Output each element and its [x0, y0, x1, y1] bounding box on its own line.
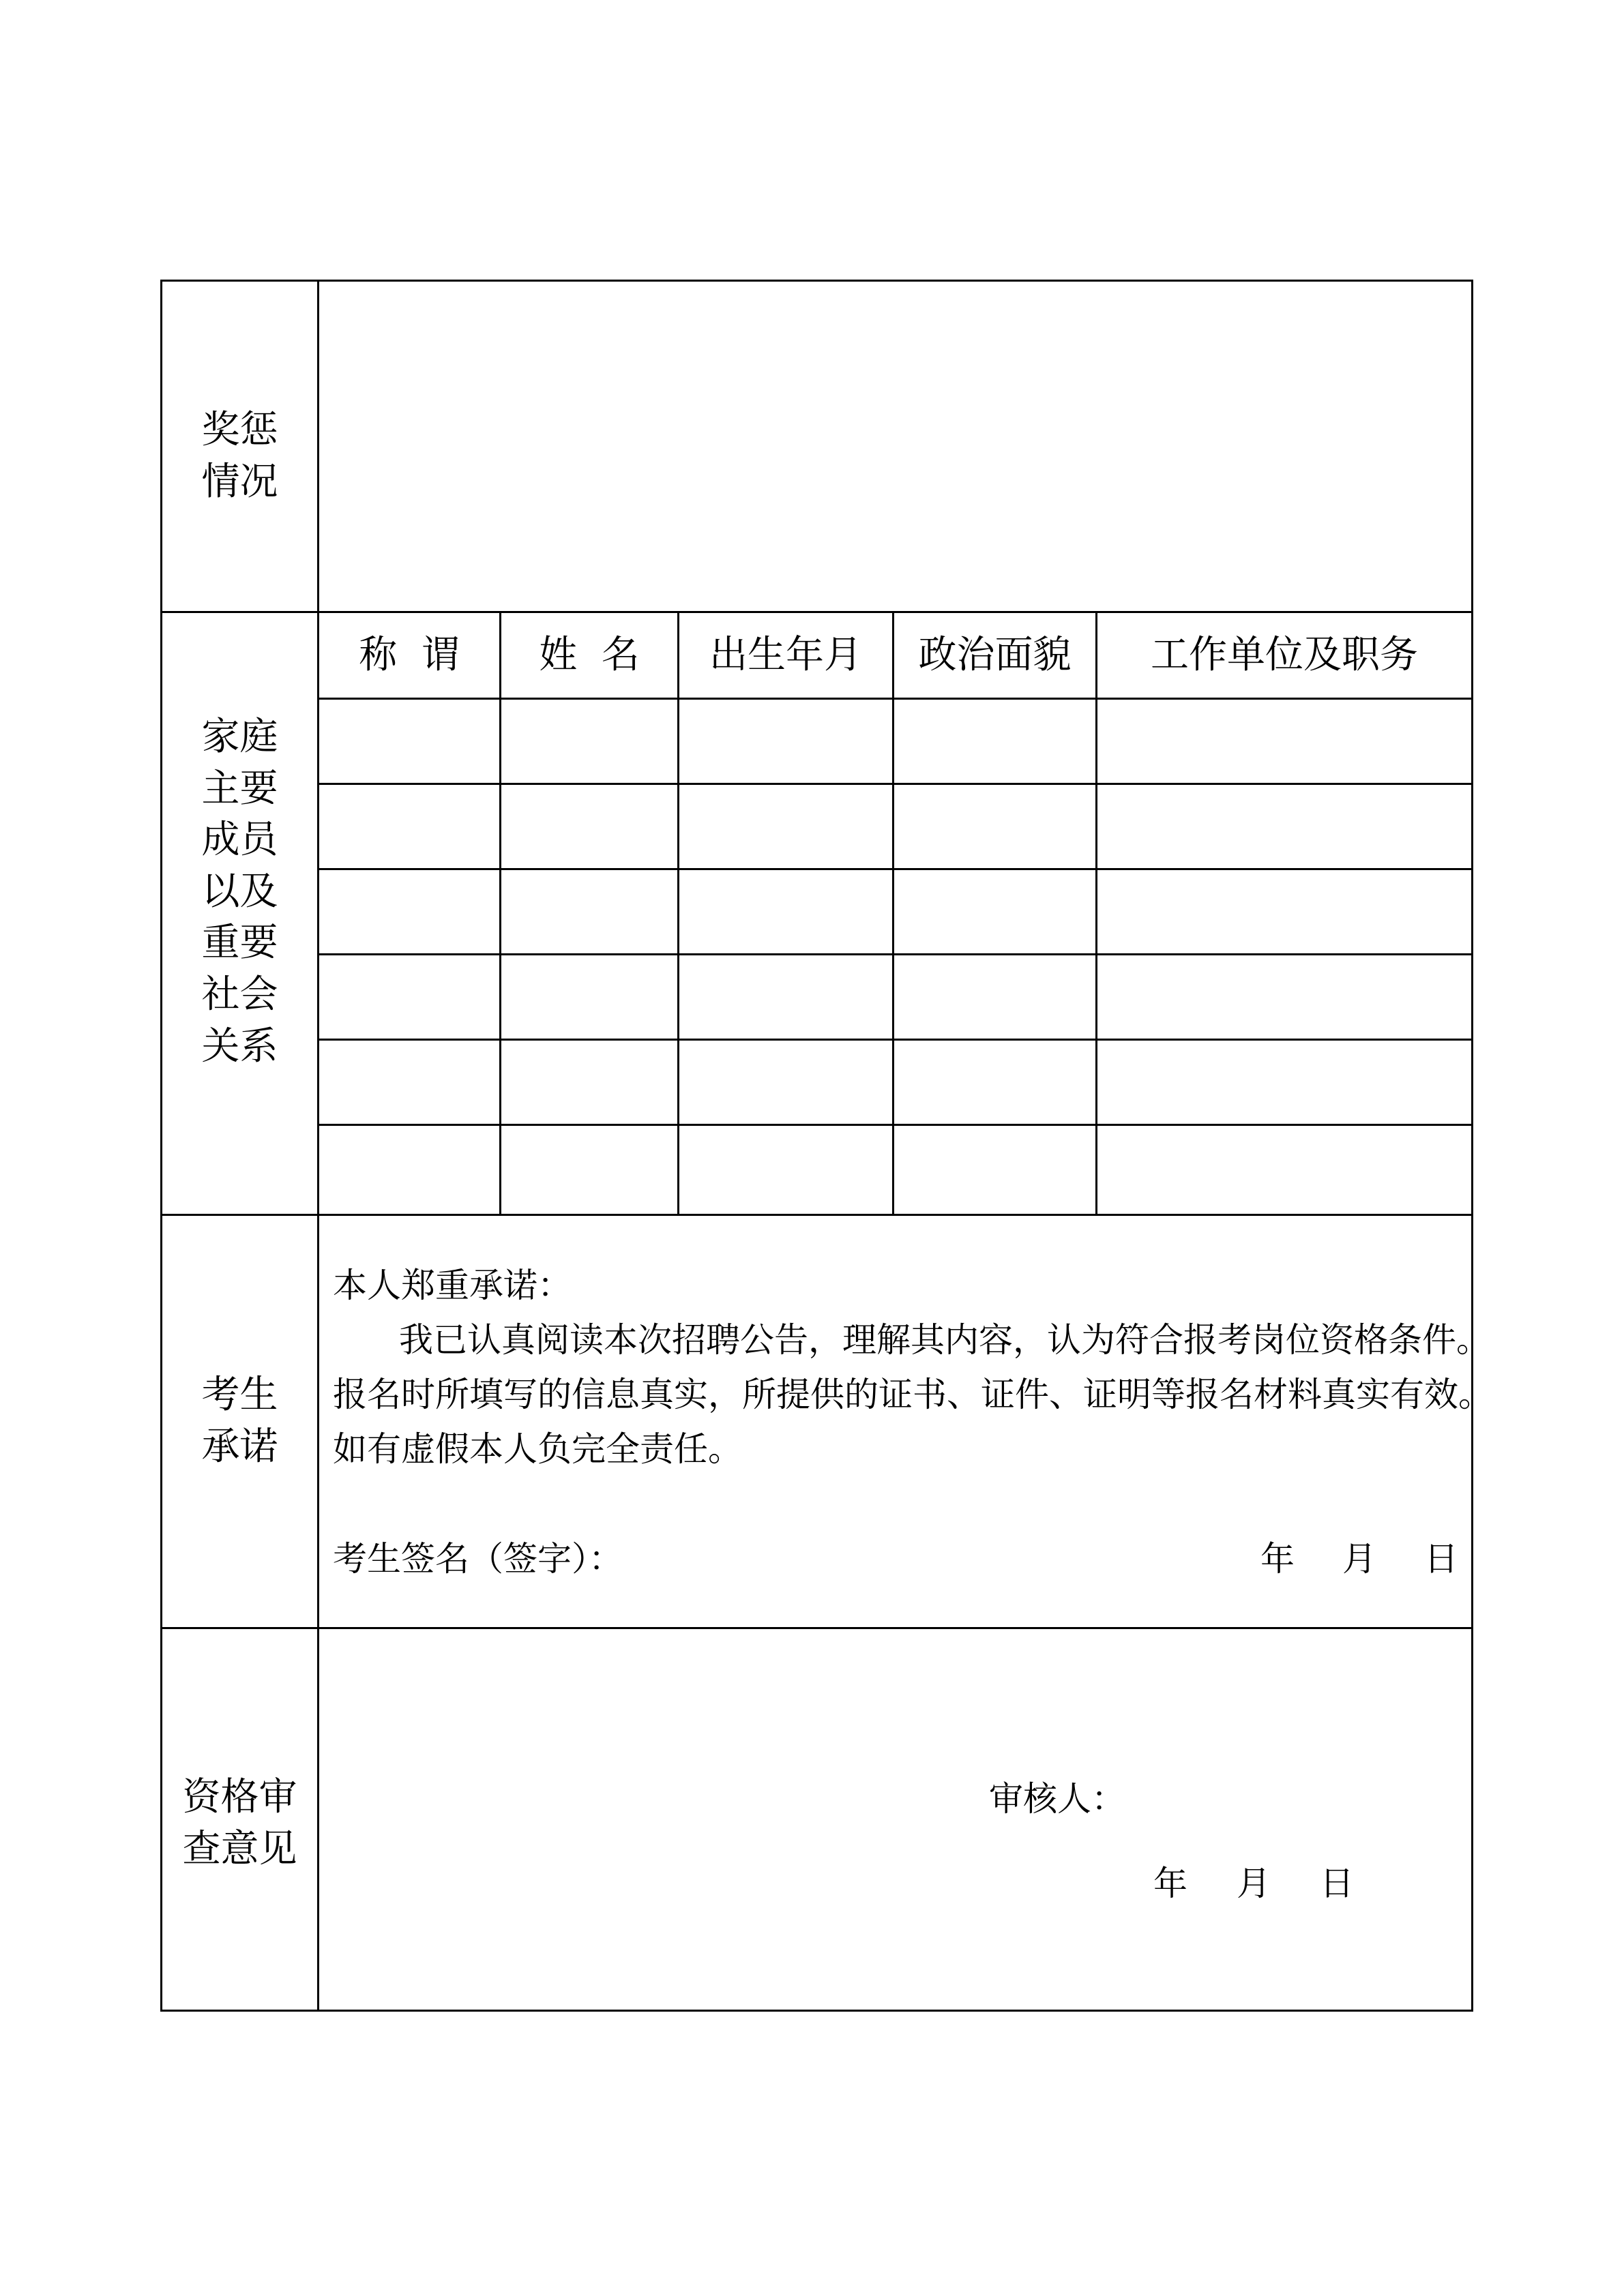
divider: [162, 611, 1471, 613]
header-employer-position: 工作单位及职务: [1151, 633, 1418, 677]
review-date-year: 年: [1153, 1864, 1187, 1903]
family-cell-name[interactable]: [501, 1126, 677, 1214]
family-cell-name[interactable]: [501, 870, 677, 953]
family-cell-name[interactable]: [501, 955, 677, 1039]
family-cell-name[interactable]: [501, 700, 677, 783]
family-cell-employer-position[interactable]: [1097, 955, 1471, 1039]
family-cell-political-status[interactable]: [894, 785, 1095, 868]
family-cell-birth-date[interactable]: [679, 870, 892, 953]
divider: [162, 1627, 1471, 1629]
family-cell-employer-position[interactable]: [1097, 700, 1471, 783]
family-cell-employer-position[interactable]: [1097, 785, 1471, 868]
pledge-date-month: 月: [1342, 1539, 1376, 1579]
reviewer-field[interactable]: [1131, 1772, 1458, 1819]
signature-label: 考生签名（签字）：: [333, 1539, 623, 1579]
review-date-month: 月: [1237, 1864, 1271, 1903]
pledge-text-line: 我已认真阅读本次招聘公告，理解其内容，认为符合报考岗位资格条件。: [399, 1320, 1490, 1360]
family-cell-relation[interactable]: [319, 955, 499, 1039]
family-cell-relation[interactable]: [319, 785, 499, 868]
family-cell-name[interactable]: [501, 1041, 677, 1124]
family-label: 家庭 主要 成员 以及 重要 社会 关系: [201, 715, 278, 1069]
header-name: 姓 名: [539, 633, 640, 677]
reviewer-label: 审核人：: [989, 1779, 1125, 1819]
header-political-status: 政治面貌: [918, 633, 1072, 677]
family-cell-political-status[interactable]: [894, 955, 1095, 1039]
review-label: 资格审 查意见: [182, 1775, 297, 1871]
family-cell-political-status[interactable]: [894, 870, 1095, 953]
family-cell-birth-date[interactable]: [679, 700, 892, 783]
divider: [162, 1214, 1471, 1216]
family-cell-birth-date[interactable]: [679, 1041, 892, 1124]
family-cell-political-status[interactable]: [894, 1041, 1095, 1124]
family-cell-birth-date[interactable]: [679, 955, 892, 1039]
family-cell-relation[interactable]: [319, 1041, 499, 1124]
family-cell-employer-position[interactable]: [1097, 870, 1471, 953]
signature-field[interactable]: [606, 1533, 1220, 1581]
family-cell-name[interactable]: [501, 785, 677, 868]
pledge-label: 考生 承诺: [201, 1373, 278, 1469]
header-birth-date: 出生年月: [709, 633, 862, 677]
family-cell-employer-position[interactable]: [1097, 1126, 1471, 1214]
registration-form-table: [160, 280, 1492, 2012]
family-cell-relation[interactable]: [319, 700, 499, 783]
rewards-content-field[interactable]: [319, 282, 1471, 611]
pledge-date-year: 年: [1260, 1539, 1295, 1579]
pledge-title: 本人郑重承诺：: [333, 1266, 572, 1305]
family-cell-employer-position[interactable]: [1097, 1041, 1471, 1124]
family-cell-relation[interactable]: [319, 870, 499, 953]
pledge-date-day: 日: [1424, 1539, 1458, 1579]
review-date-day: 日: [1320, 1864, 1354, 1903]
family-cell-political-status[interactable]: [894, 700, 1095, 783]
header-relation: 称 谓: [359, 633, 460, 677]
pledge-text-line: 报名时所填写的信息真实，所提供的证书、证件、证明等报名材料真实有效。: [333, 1375, 1492, 1414]
pledge-text-line: 如有虚假本人负完全责任。: [333, 1429, 742, 1469]
family-cell-birth-date[interactable]: [679, 1126, 892, 1214]
family-cell-birth-date[interactable]: [679, 785, 892, 868]
rewards-label: 奖惩 情况: [201, 408, 278, 504]
family-cell-political-status[interactable]: [894, 1126, 1095, 1214]
family-cell-relation[interactable]: [319, 1126, 499, 1214]
